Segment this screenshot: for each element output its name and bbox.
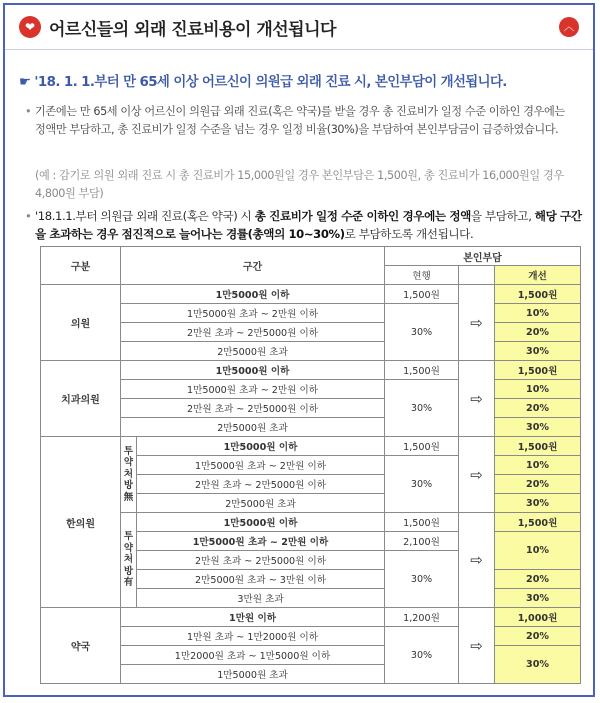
table-cell: 1만5000원 이하 [137,437,385,456]
table-cell: 1,500원 [385,437,459,456]
table-cell: 30% [495,589,581,608]
header-current: 현행 [385,266,459,285]
table-cell: 2만5000원 초과 [137,494,385,513]
arrow-right-icon: ⇨ [459,513,495,608]
table-cell: 1만5000원 이하 [121,361,385,380]
table-cell: 10% [495,456,581,475]
table-cell: 1,500원 [495,285,581,304]
bullet-icon: • [25,209,32,223]
label-no-prescription: 투 약 처 방 無 [121,437,137,513]
table-cell: 2만5000원 초과 [121,418,385,437]
cost-table [40,246,581,684]
table-cell: 1만5000원 초과 ~ 2만원 이하 [137,456,385,475]
bullet-icon: • [25,105,32,118]
category-oriental: 한의원 [41,437,121,608]
headline-text: '18. 1. 1.부터 만 65세 이상 어르신이 의원급 외래 진료 시, 본인부담이 개선됩니다. [34,75,507,90]
table-cell: 30% [495,418,581,437]
table-cell: 20% [495,627,581,646]
pointing-hand-icon: ☛ [19,75,31,90]
table-cell: 30% [495,494,581,513]
arrow-right-icon: ⇨ [459,285,495,361]
table-cell: 30% [385,304,459,361]
table-cell: 1,500원 [495,513,581,532]
heart-icon: ❤ [19,16,41,38]
table-cell: 1만원 이하 [121,608,385,627]
table-cell: 2만5000원 초과 [121,342,385,361]
table-cell: 20% [495,475,581,494]
table-cell: 1,200원 [385,608,459,627]
table-cell: 1만2000원 초과 ~ 1만5000원 이하 [121,646,385,665]
table-cell: 1,500원 [385,361,459,380]
table-cell: 1,500원 [495,437,581,456]
chevron-up-icon[interactable]: ︿ [559,17,579,37]
arrow-right-icon: ⇨ [459,437,495,513]
label-with-prescription: 투 약 처 방 有 [121,513,137,608]
paragraph-change [25,207,585,243]
header-improved: 개선 [495,266,581,285]
category-pharmacy: 약국 [41,608,121,684]
change-text-3: 로 부담하도록 개선됩니다. [344,227,474,241]
table-cell: 30% [385,627,459,684]
panel-header[interactable] [5,5,593,50]
table-cell: 2만5000원 초과 ~ 3만원 이하 [137,570,385,589]
paragraph-background [25,103,565,139]
header-category: 구분 [41,247,121,285]
header-burden: 본인부담 [385,247,581,266]
change-text-1: '18.1.1.부터 의원급 외래 진료(혹은 약국) 시 [35,209,255,223]
header-spacer [459,266,495,285]
table-cell: 1,500원 [495,361,581,380]
arrow-right-icon: ⇨ [459,361,495,437]
table-cell: 2만원 초과 ~ 2만5000원 이하 [137,475,385,494]
table-cell: 20% [495,323,581,342]
change-text-bold-1: 총 진료비가 일정 수준 이하인 경우에는 정액 [254,209,471,223]
table-cell: 30% [495,342,581,361]
headline [19,71,507,90]
table-cell: 2만원 초과 ~ 2만5000원 이하 [121,399,385,418]
table-cell: 30% [385,456,459,513]
table-cell: 1,500원 [385,513,459,532]
table-cell: 1만5000원 초과 ~ 2만원 이하 [121,380,385,399]
change-text-2: 을 부담하고, [470,209,535,223]
table-cell: 20% [495,570,581,589]
table-cell: 2,100원 [385,532,459,551]
paragraph-background-text: 기존에는 만 65세 이상 어르신이 의원급 외래 진료(혹은 약국)를 받을 경우 총 진료비가 일정 수준 이하인 경우에는 정액만 부담하고, 총 진료비가 일정 수준을 넘는 경우 일정 비율(30%)을 부담하여 본인부담금이 급증하였습니다. [35,105,565,136]
table-cell: 2만원 초과 ~ 2만5000원 이하 [137,551,385,570]
table-cell: 2만원 초과 ~ 2만5000원 이하 [121,323,385,342]
table-cell: 10% [495,380,581,399]
arrow-right-icon: ⇨ [459,608,495,684]
table-cell: 10% [495,304,581,323]
table-cell: 1만원 초과 ~ 1만2000원 이하 [121,627,385,646]
table-cell: 1,000원 [495,608,581,627]
category-dental: 치과의원 [41,361,121,437]
panel-title: 어르신들의 외래 진료비용이 개선됩니다 [49,20,336,40]
paragraph-example: (예 : 감기로 의원 외래 진료 시 총 진료비가 15,000원일 경우 본인부담은 1,500원, 총 진료비가 16,000원일 경우 4,800원 부담) [35,169,564,200]
table-cell: 10% [495,532,581,570]
table-cell: 30% [385,551,459,608]
change-text-bold-2: 해당 구간을 초과하는 경우 점진적으로 늘어나는 경률(총액의 10~30%) [35,209,582,241]
table-cell: 1만5000원 이하 [137,513,385,532]
header-range: 구간 [121,247,385,285]
table-cell: 20% [495,399,581,418]
table-cell: 3만원 초과 [137,589,385,608]
table-cell: 1만5000원 초과 [121,665,385,684]
table-cell: 30% [495,646,581,684]
table-cell: 1만5000원 이하 [121,285,385,304]
table-cell: 1만5000원 초과 ~ 2만원 이하 [137,532,385,551]
category-clinic: 의원 [41,285,121,361]
table-cell: 30% [385,380,459,437]
table-cell: 1만5000원 초과 ~ 2만원 이하 [121,304,385,323]
table-cell: 1,500원 [385,285,459,304]
